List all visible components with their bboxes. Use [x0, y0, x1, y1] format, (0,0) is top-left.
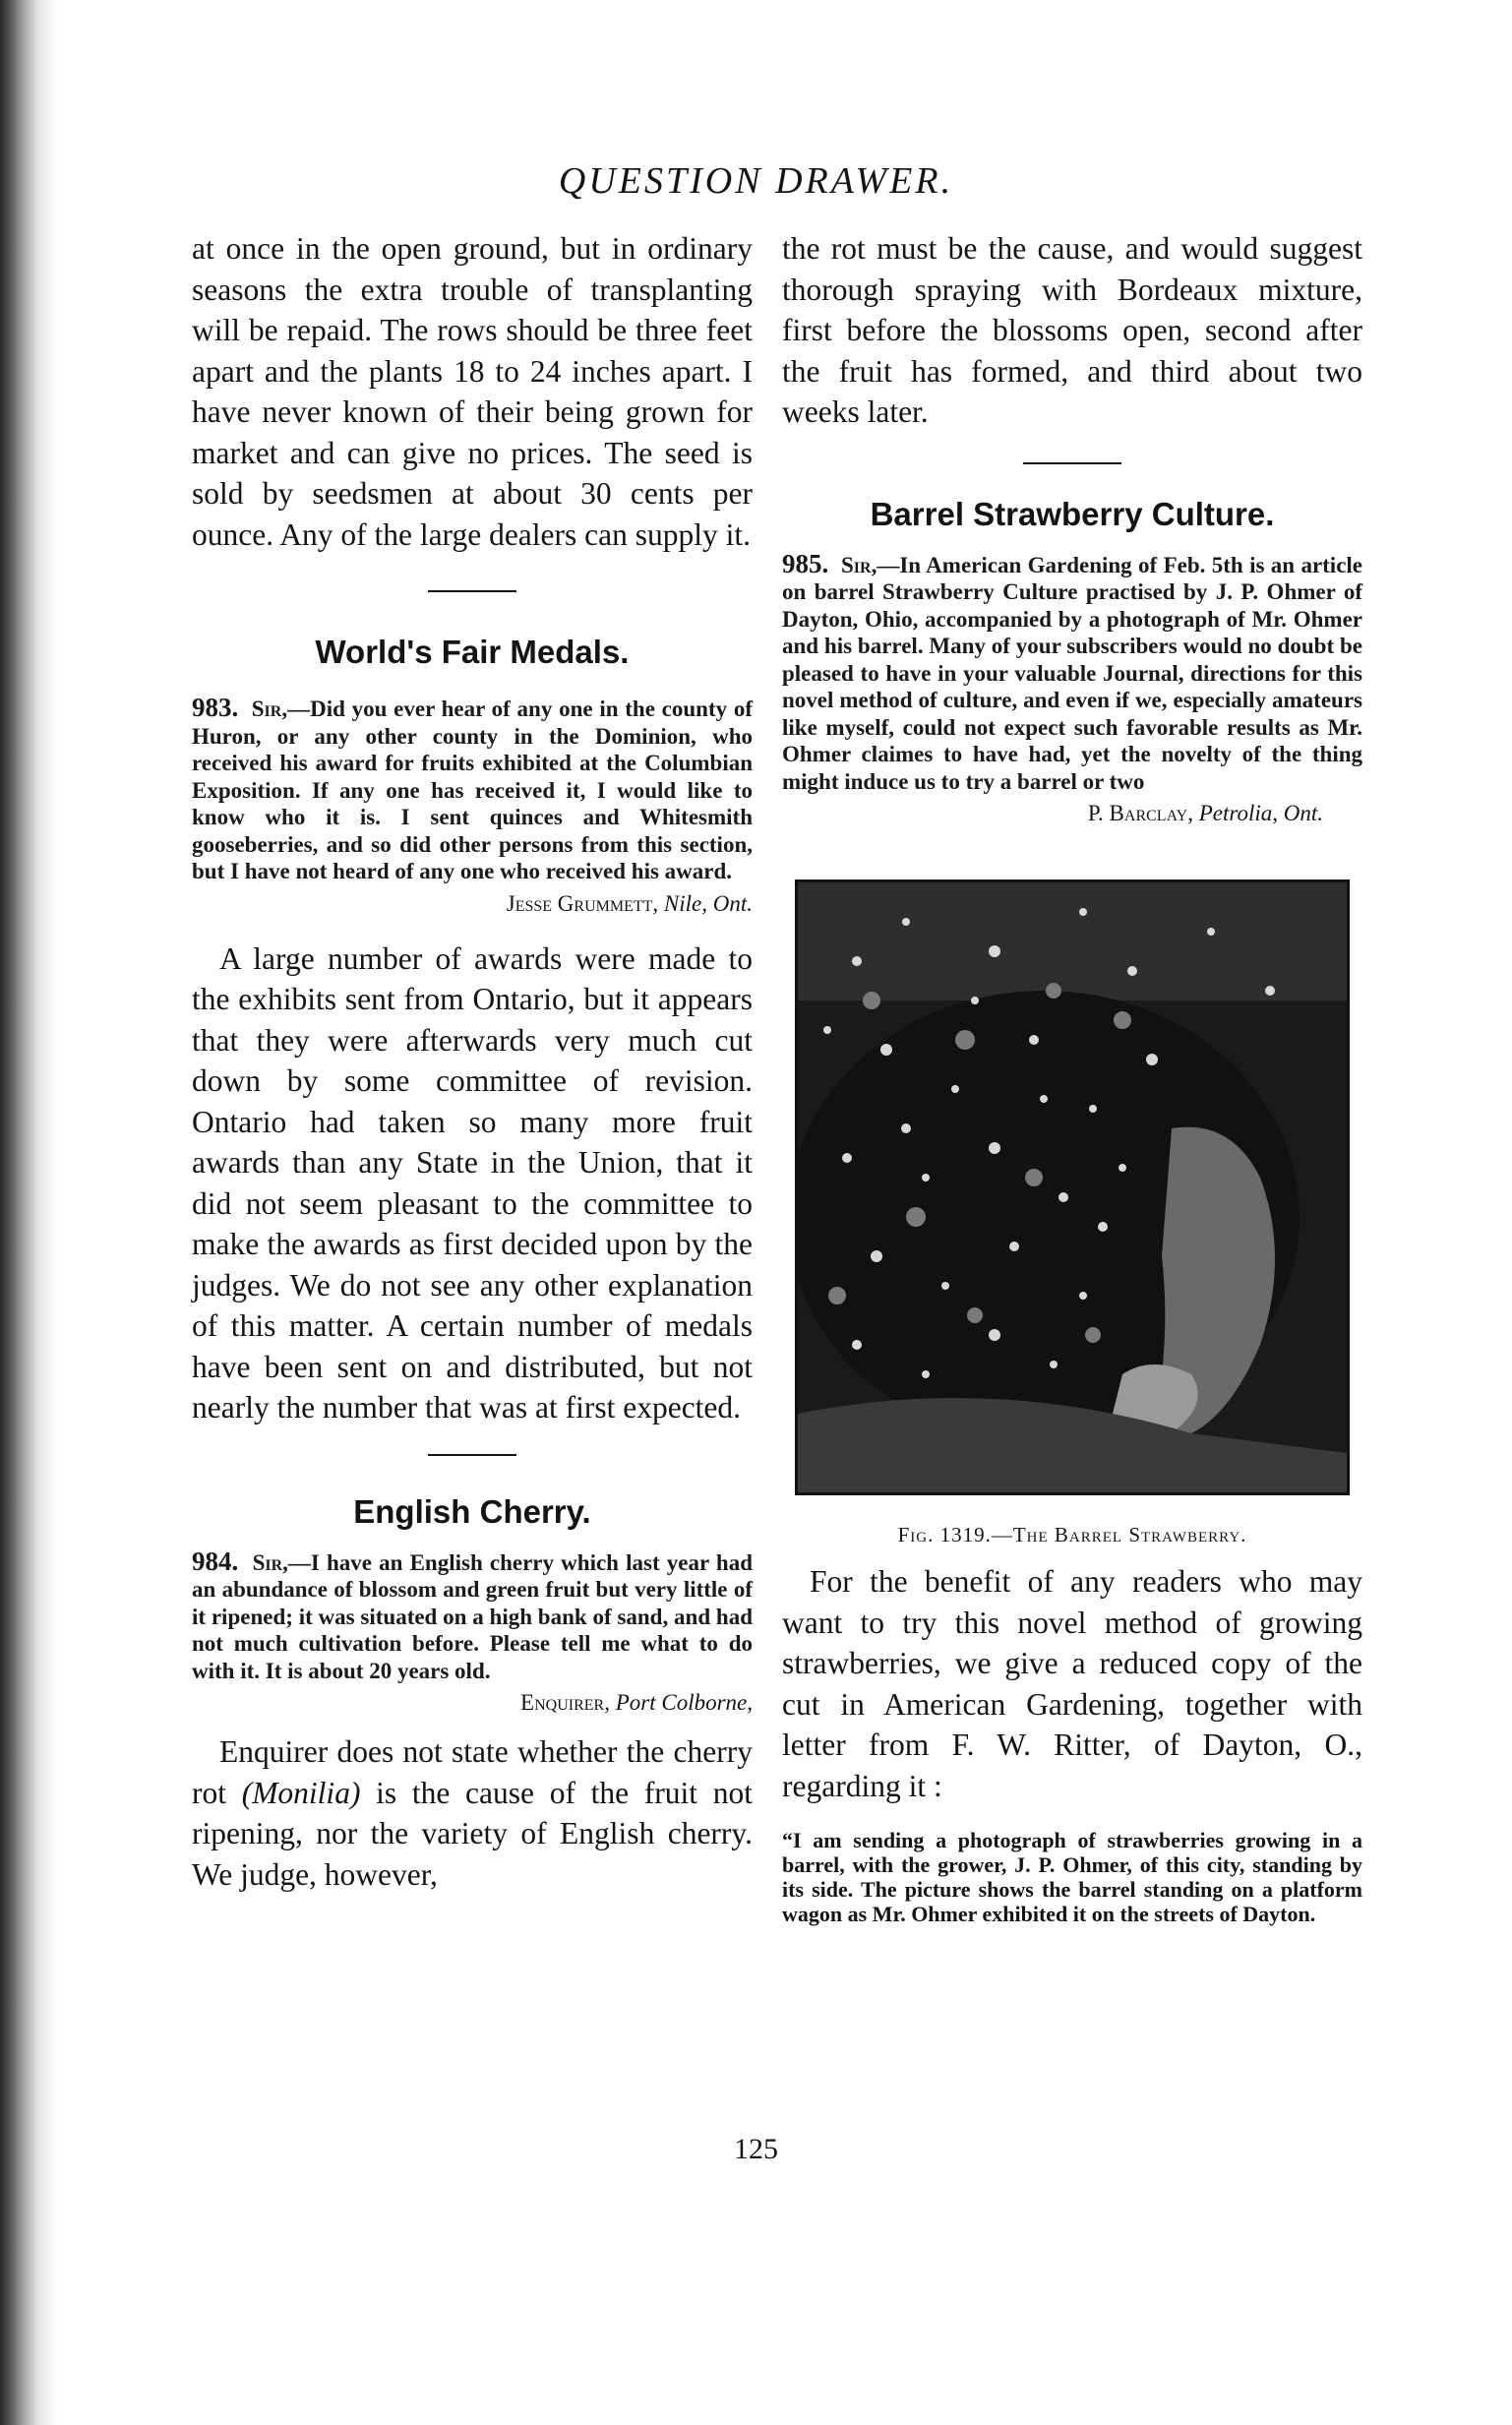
- continuation-paragraph: the rot must be the cause, and would suggest thorough spraying with Bordeaux mixture, first before the blossoms open, second after the fruit has formed, and third about two weeks later.: [782, 231, 1362, 429]
- question-number: 985.: [782, 548, 829, 578]
- letter-985: [782, 548, 1363, 796]
- letter-signature: [192, 891, 753, 917]
- scan-edge-shadow: [0, 0, 59, 2425]
- reply-paragraph: A large number of awards were made to the exhibits sent from Ontario, but it appears that they were afterwards very much cut down by some committee of revision. Ontario had taken so many more fruit awards than any State in the Union, that it did not seem pleasant to the committee to make the awards as first decided upon by the judges. We do not see any other explanation of this matter. A certain number of medals have been sent on and distributed, but not nearly the number that was at first expected.: [192, 940, 753, 1425]
- letter-signature: [782, 801, 1323, 826]
- signature-place: Petrolia, Ont.: [1198, 801, 1323, 825]
- letter-body: —In American Gardening of Feb. 5th is an article on barrel Strawberry Culture practised by J. P. Ohmer of Dayton, Ohio, accompanied by a photograph of Mr. Ohmer and his barrel. Many of your subscribers would no doubt be pleased to have in your valuable Journal, directions for this novel method of culture, and even if we, especially amateurs like myself, could not expect such favorable results as Mr. Ohmer claimes to have had, yet the novelty of the thing might induce us to try a barrel or two: [782, 552, 1363, 794]
- left-column: [192, 228, 753, 1895]
- section-heading-worlds-fair: World's Fair Medals.: [315, 634, 630, 670]
- signature-name: P. Barclay,: [1087, 801, 1193, 825]
- section-heading-barrel-strawberry: Barrel Strawberry Culture.: [870, 495, 1275, 532]
- signature-place: Port Colborne,: [615, 1690, 753, 1715]
- reply-paragraph: For the benefit of any readers who may want to try this novel method of growing strawberries, we give a reduced copy of the cut in American Gardening, together with letter from F. W. Ritter, of Dayton, O., regarding it :: [782, 1564, 1362, 1803]
- reply-italic: (Monilia): [241, 1775, 361, 1810]
- letter-984: [192, 1548, 753, 1685]
- question-number: 983.: [192, 693, 239, 722]
- figure-caption: Fig. 1319.—The Barrel Strawberry.: [897, 1523, 1247, 1546]
- barrel-strawberry-photo: [795, 879, 1350, 1495]
- letter-body: —I have an English cherry which last year had an abundance of blossom and green fruit but very little of it ripened; it was situated on a high bank of sand, and had not much cultivation before. Please tell me what to do with it. It is about 20 years old.: [192, 1549, 754, 1683]
- running-head: QUESTION DRAWER.: [558, 160, 954, 202]
- letter-signature: [192, 1690, 753, 1716]
- signature-place: Nile, Ont.: [663, 890, 753, 916]
- reply-paragraph: [192, 1731, 753, 1895]
- intro-paragraph: at once in the open ground, but in ordinary seasons the extra trouble of transplanting will be repaid. The rows should be three feet apart and the plants 18 to 24 inches apart. I have never known of their being grown for market and can give no prices. The seed is sold by seedsmen at about 30 cents per ounce. Any of the large dealers can supply it.: [192, 231, 753, 552]
- salutation: Sir,: [841, 552, 877, 577]
- reply-text: is the cause of the fruit not ripening, nor the variety of English cherry. We judge, however,: [192, 1775, 753, 1892]
- photo-illustration: [798, 882, 1347, 1492]
- signature-name: Enquirer,: [520, 1690, 610, 1715]
- salutation: Sir,: [251, 697, 288, 721]
- page-number: 125: [734, 2133, 778, 2165]
- letter-body: —Did you ever hear of any one in the county of Huron, or any other county in the Dominion, who received his award for fruits exhibited at the Columbian Exposition. If any one has received it, I would like to know who it is. I sent quinces and Whitesmith gooseberries, and so did other persons from this section, but I have not heard of any one who received his award.: [192, 697, 754, 883]
- reply-text: Enquirer does not state whether the cherry rot: [192, 1734, 753, 1810]
- section-heading-english-cherry: English Cherry.: [353, 1492, 591, 1530]
- signature-name: Jesse Grummett,: [506, 890, 659, 916]
- letter-983: [192, 695, 753, 885]
- right-column: [782, 228, 1362, 1926]
- quoted-letter: “I am sending a photograph of strawberries growing in a barrel, with the grower, J. P. Ohmer, of this city, standing by its side. The picture shows the barrel standing on a platform wagon as Mr. Ohmer exhibited it on the streets of Dayton.: [782, 1828, 1362, 1926]
- salutation: Sir,: [252, 1549, 288, 1575]
- question-number: 984.: [192, 1546, 239, 1576]
